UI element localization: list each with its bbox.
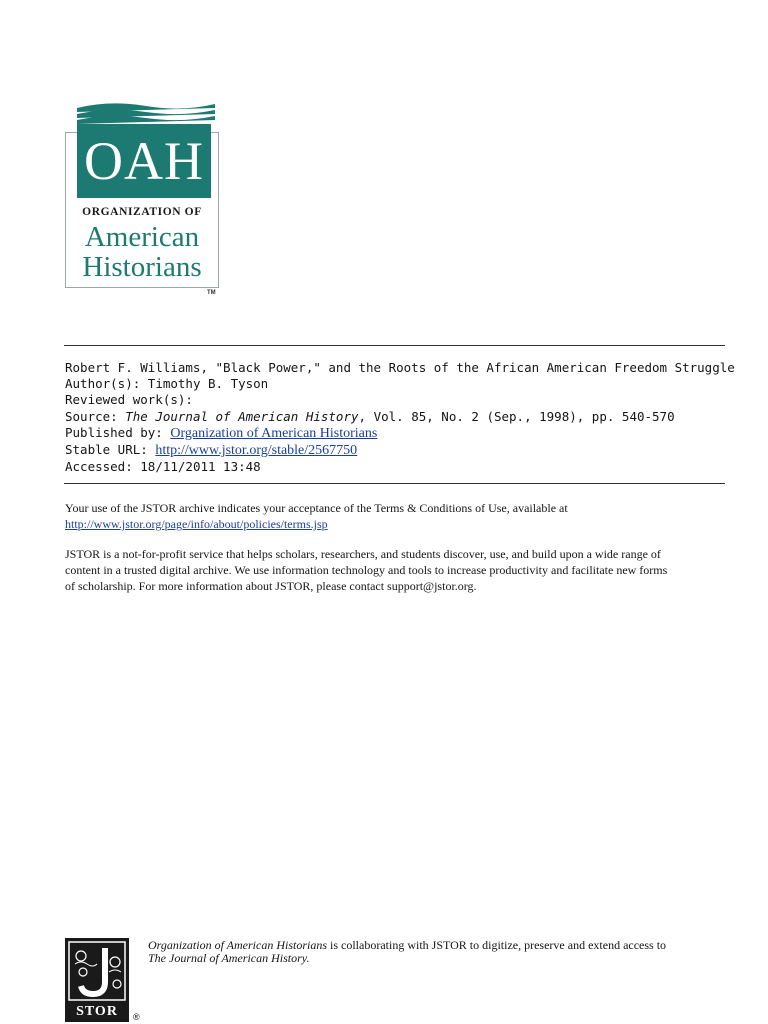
terms-paragraph xyxy=(65,500,725,532)
logo-initials: OAH xyxy=(84,131,204,191)
jstor-logo xyxy=(65,938,145,1024)
bottom-divider xyxy=(64,483,725,484)
about-paragraph xyxy=(65,546,725,594)
jstor-registered-mark: ® xyxy=(133,1012,140,1022)
citation-block xyxy=(65,360,745,475)
terms-block xyxy=(65,500,725,608)
stable-url-line xyxy=(65,442,745,459)
logo-name-line2: Historians xyxy=(82,251,202,283)
published-label: Published by: xyxy=(65,424,163,440)
collab-journal: The Journal of American History. xyxy=(148,950,310,965)
logo-trademark: TM xyxy=(207,290,216,296)
logo-org-line: ORGANIZATION OF xyxy=(82,206,202,218)
collab-org: Organization of American Historians xyxy=(148,938,328,952)
collaboration-note xyxy=(148,939,738,964)
published-line xyxy=(65,425,745,442)
authors-value: Timothy B. Tyson xyxy=(147,376,269,392)
top-divider xyxy=(64,345,725,346)
about-line-3: of scholarship. For more information about JSTOR, please contact support@jstor.org. xyxy=(65,579,477,593)
jstor-wordmark: STOR xyxy=(76,1004,118,1019)
source-journal: The Journal of American History xyxy=(125,408,359,424)
accessed-value: 18/11/2011 13:48 xyxy=(140,459,261,475)
article-title: Robert F. Williams, "Black Power," and the Roots of the African American Freedom Struggle xyxy=(65,360,735,375)
logo-name-line1: American xyxy=(84,221,200,253)
collab-text: is collaborating with JSTOR to digitize, preserve and extend access to xyxy=(327,938,667,952)
authors-label: Author(s): xyxy=(65,376,141,392)
terms-text: Your use of the JSTOR archive indicates your acceptance of the Terms & Conditions of Use, available at xyxy=(65,501,568,515)
source-details: , Vol. 85, No. 2 (Sep., 1998), pp. 540-570 xyxy=(358,408,675,424)
accessed-label: Accessed: xyxy=(65,459,133,475)
about-line-2: content in a trusted digital archive. We use information technology and tools to increase productivity and facilitate new forms xyxy=(65,563,668,577)
about-line-1: JSTOR is a not-for-profit service that helps scholars, researchers, and students discover, use, and build upon a wide range of xyxy=(65,547,661,561)
authors-line xyxy=(65,376,745,392)
source-line xyxy=(65,409,745,425)
terms-link[interactable]: http://www.jstor.org/page/info/about/policies/terms.jsp xyxy=(65,517,328,531)
accessed-line xyxy=(65,459,745,475)
stable-url-label: Stable URL: xyxy=(65,442,148,458)
source-label: Source: xyxy=(65,408,118,424)
jstor-logo-box xyxy=(65,938,129,1022)
publisher-link[interactable]: Organization of American Historians xyxy=(170,425,378,441)
stable-url-link[interactable]: http://www.jstor.org/stable/2567750 xyxy=(155,443,358,459)
oah-logo xyxy=(65,100,225,300)
reviewed-line: Reviewed work(s): xyxy=(65,392,193,408)
jstor-ornament-icon xyxy=(65,938,129,1004)
